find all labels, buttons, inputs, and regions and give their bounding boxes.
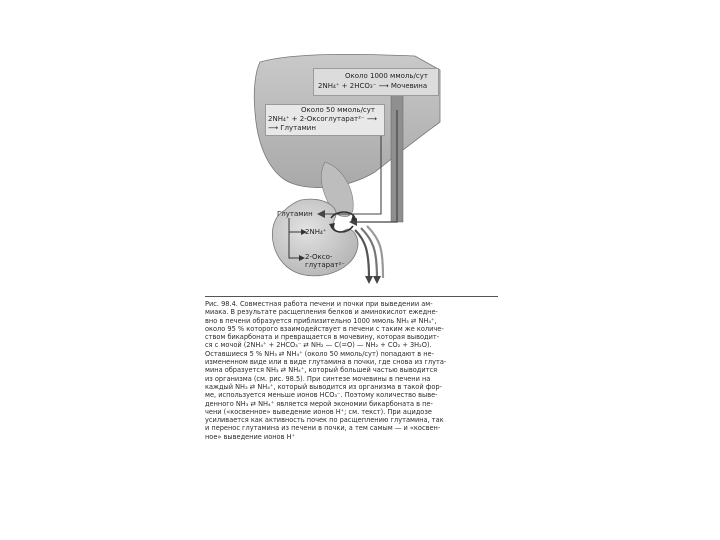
caption-line: из организма (см. рис. 98.5). При синтезе мочевины в печени на: [205, 374, 431, 383]
kidney-oxoglutarate-label-2: глутарат²⁻: [305, 261, 345, 269]
kidney-glutamine-label: Глутамин: [277, 210, 313, 218]
liver-kidney-diagram: [205, 50, 505, 290]
caption-line: усиливается как активность почек по расщеплению глутамина, так: [205, 416, 444, 425]
kidney-oxoglutarate-label-1: 2-Оксо-: [305, 253, 333, 261]
caption-line: и перенос глутамина из печени в почки, а тем самым — и «косвен-: [205, 424, 441, 433]
caption-line: чени («косвенное» выведение ионов H⁺; см. текст). При ацидозе: [205, 407, 432, 416]
kidney-nh4-label: 2NH₄⁺: [305, 228, 327, 236]
figure-caption: [205, 300, 498, 441]
caption-line: ме, используется меньше ионов HCO₃⁻. Поэтому количество выве-: [205, 391, 438, 400]
caption-divider: [205, 296, 498, 297]
caption-line: каждый NH₃ ⇄ NH₄⁺, который выводится из организма в такой фор-: [205, 382, 442, 391]
caption-line: Рис. 98.4. Совместная работа печени и почки при выведении ам-: [205, 300, 433, 308]
caption-line: денного NH₃ ⇄ NH₄⁺ является мерой экономии бикарбоната в пе-: [205, 399, 433, 408]
caption-line: Оставшиеся 5 % NH₃ ⇄ NH₄⁺ (около 50 ммоль/сут) попадают в не-: [205, 349, 434, 358]
caption-line: ное» выведение ионов H⁺: [205, 432, 296, 441]
caption-line: мина образуется NH₃ ⇄ NH₄⁺, который большей частью выводится: [205, 366, 438, 375]
caption-line: ся с мочой (2NH₄⁺ + 2HCO₃⁻ ⇄ NH₂ — C(=O) — NH₂ + CO₂ + 3H₂O).: [205, 341, 432, 350]
caption-line: ством бикарбоната и превращается в мочевину, которая выводит-: [205, 333, 440, 342]
caption-line: миака. В результате расщепления белков и аминокислот ежедне-: [205, 308, 438, 317]
glutamine-reaction-label: 2NH₄⁺ + 2-Оксоглутарат²⁻ ⟶: [268, 115, 377, 123]
glutamine-product-label: ⟶ Глутамин: [268, 124, 316, 132]
caption-line: около 95 % которого взаимодействует в печени с таким же количе-: [205, 324, 444, 333]
urea-reaction-label: 2NH₄⁺ + 2HCO₃⁻ ⟶ Мочевина: [318, 82, 428, 90]
caption-line: вно в печени образуется приблизительно 1000 ммоль NH₃ ⇄ NH₄⁺,: [205, 316, 437, 325]
caption-line: измененном виде или в виде глутамина в почки, где снова из глута-: [205, 358, 447, 367]
urea-rate-label: Около 1000 ммоль/сут: [345, 72, 428, 80]
glutamine-rate-label: Около 50 ммоль/сут: [301, 106, 376, 114]
